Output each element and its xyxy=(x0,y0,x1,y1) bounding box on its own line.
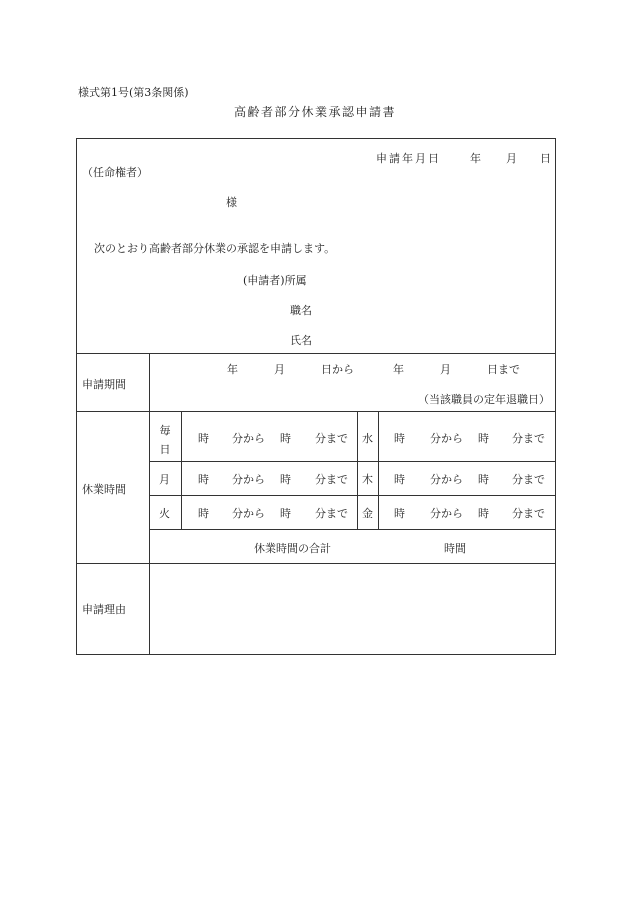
time-to-minute-label: 分まで xyxy=(315,507,348,520)
period-end-day: 日まで xyxy=(487,363,520,376)
day-label-tuesday: 火 xyxy=(159,507,170,520)
rule-day-row-2 xyxy=(149,495,556,496)
total-hours-label: 休業時間の合計 xyxy=(254,542,331,555)
position-label: 職名 xyxy=(290,304,312,317)
honorific-label: 様 xyxy=(226,196,237,209)
name-label: 氏名 xyxy=(290,334,312,347)
time-hour-label: 時 xyxy=(280,473,291,486)
time-hour-label: 時 xyxy=(198,473,209,486)
appointer-label: （任命権者） xyxy=(82,166,148,179)
form-number-label: 様式第1号(第3条関係) xyxy=(78,86,189,99)
time-hour-label: 時 xyxy=(394,507,405,520)
time-hour-label: 時 xyxy=(280,432,291,445)
time-to-minute-label: 分まで xyxy=(512,473,545,486)
period-row-label: 申請期間 xyxy=(82,378,126,391)
rule-left-day-column xyxy=(181,411,182,529)
application-month-label: 月 xyxy=(506,152,517,165)
day-label-friday: 金 xyxy=(362,507,373,520)
application-year-label: 年 xyxy=(470,152,481,165)
rule-day-row-3 xyxy=(149,529,556,530)
period-start-month: 月 xyxy=(274,363,285,376)
time-hour-label: 時 xyxy=(478,473,489,486)
period-end-month: 月 xyxy=(440,363,451,376)
rule-top-section-bottom xyxy=(76,353,556,354)
day-label-wednesday: 水 xyxy=(362,432,373,445)
time-to-minute-label: 分まで xyxy=(512,432,545,445)
time-hour-label: 時 xyxy=(198,507,209,520)
time-hour-label: 時 xyxy=(478,432,489,445)
day-label-daily: 毎日 xyxy=(159,424,171,456)
time-from-minute-label: 分から xyxy=(430,507,463,520)
time-to-minute-label: 分まで xyxy=(315,473,348,486)
hours-row-label: 休業時間 xyxy=(82,483,126,496)
day-label-monday: 月 xyxy=(159,473,170,486)
time-from-minute-label: 分から xyxy=(430,432,463,445)
total-hours-unit: 時間 xyxy=(444,542,466,555)
application-day-label: 日 xyxy=(540,152,551,165)
period-end-year: 年 xyxy=(393,363,404,376)
rule-right-day-right xyxy=(378,411,379,529)
period-start-day: 日から xyxy=(321,363,354,376)
rule-day-row-1 xyxy=(149,461,556,462)
time-hour-label: 時 xyxy=(198,432,209,445)
time-from-minute-label: 分から xyxy=(232,473,265,486)
retirement-date-note: （当該職員の定年退職日） xyxy=(418,393,550,406)
rule-period-bottom xyxy=(76,411,556,412)
time-to-minute-label: 分まで xyxy=(315,432,348,445)
time-hour-label: 時 xyxy=(280,507,291,520)
applicant-affiliation-label: (申請者)所属 xyxy=(243,274,307,287)
document-title: 高齢者部分休業承認申請書 xyxy=(233,105,396,119)
time-from-minute-label: 分から xyxy=(430,473,463,486)
period-start-year: 年 xyxy=(227,363,238,376)
rule-right-day-left xyxy=(357,411,358,529)
reason-input-area[interactable] xyxy=(150,564,555,654)
time-from-minute-label: 分から xyxy=(232,507,265,520)
application-statement: 次のとおり高齢者部分休業の承認を申請します。 xyxy=(94,242,336,255)
time-from-minute-label: 分から xyxy=(232,432,265,445)
time-to-minute-label: 分まで xyxy=(512,507,545,520)
application-date-label: 申請年月日 xyxy=(376,152,441,165)
time-hour-label: 時 xyxy=(394,432,405,445)
reason-row-label: 申請理由 xyxy=(82,603,126,616)
time-hour-label: 時 xyxy=(394,473,405,486)
time-hour-label: 時 xyxy=(478,507,489,520)
day-label-thursday: 木 xyxy=(362,473,373,486)
